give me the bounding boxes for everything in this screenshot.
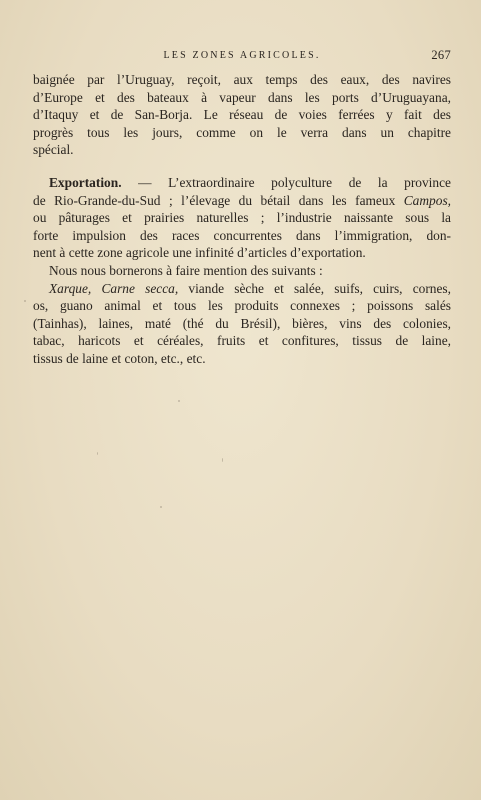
section-heading: Exportation. (49, 174, 122, 190)
text-run: — L’extraordinaire polyculture de la province (121, 174, 451, 190)
paragraph-list (33, 280, 451, 368)
text-line: os, guano animal et tous les produits connexes ; poissons salés (33, 298, 451, 314)
text-line: forte impulsion des races concurrentes dans l’immigration, don- (33, 227, 451, 243)
text-run: viande sèche et salée, suifs, cuirs, cornes, (178, 280, 451, 296)
text-line: spécial. (33, 142, 74, 158)
paper-speck (222, 458, 223, 462)
running-head (33, 49, 451, 65)
paragraph-gap (33, 159, 451, 174)
italic-term: Campos, (403, 192, 451, 208)
italic-term: Xarque, Carne secca, (49, 280, 179, 296)
text-line: baignée par l’Uruguay, reçoit, aux temps des eaux, des navires (33, 72, 451, 87)
paragraph-exportation (33, 174, 451, 262)
body-text (33, 71, 451, 368)
text-line: ou pâturages et prairies naturelles ; l’industrie naissante sous la (33, 210, 451, 226)
text-line: progrès tous les jours, comme on le verra dans un chapitre (33, 124, 451, 140)
paper-speck (178, 400, 180, 402)
text-line: d’Itaquy et de San-Borja. Le réseau de voies ferrées y fait des (33, 107, 451, 123)
text-line: tissus de laine et coton, etc., etc. (33, 350, 206, 366)
page-number: 267 (431, 48, 451, 62)
paper-speck (97, 452, 98, 455)
text-line: tabac, haricots et céréales, fruits et confitures, tissus de laine, (33, 333, 451, 349)
running-title: LES ZONES AGRICOLES. (163, 50, 321, 61)
text-line: d’Europe et des bateaux à vapeur dans les ports d’Uruguayana, (33, 89, 451, 105)
text-line (33, 192, 451, 210)
paragraph-intro (33, 262, 451, 280)
paragraph-continuation (33, 71, 451, 159)
paper-speck (24, 300, 26, 302)
text-line: Nous nous bornerons à faire mention des suivants : (49, 262, 323, 278)
text-line (33, 280, 451, 298)
text-line: (Tainhas), laines, maté (thé du Brésil), bières, vins des colonies, (33, 315, 451, 331)
text-line (33, 174, 451, 192)
text-run: de Rio-Grande-du-Sud ; l’élevage du bétail dans les fameux (33, 192, 404, 208)
paper-speck (160, 506, 162, 508)
text-line: nent à cette zone agricole une infinité d’articles d’exportation. (33, 245, 366, 261)
